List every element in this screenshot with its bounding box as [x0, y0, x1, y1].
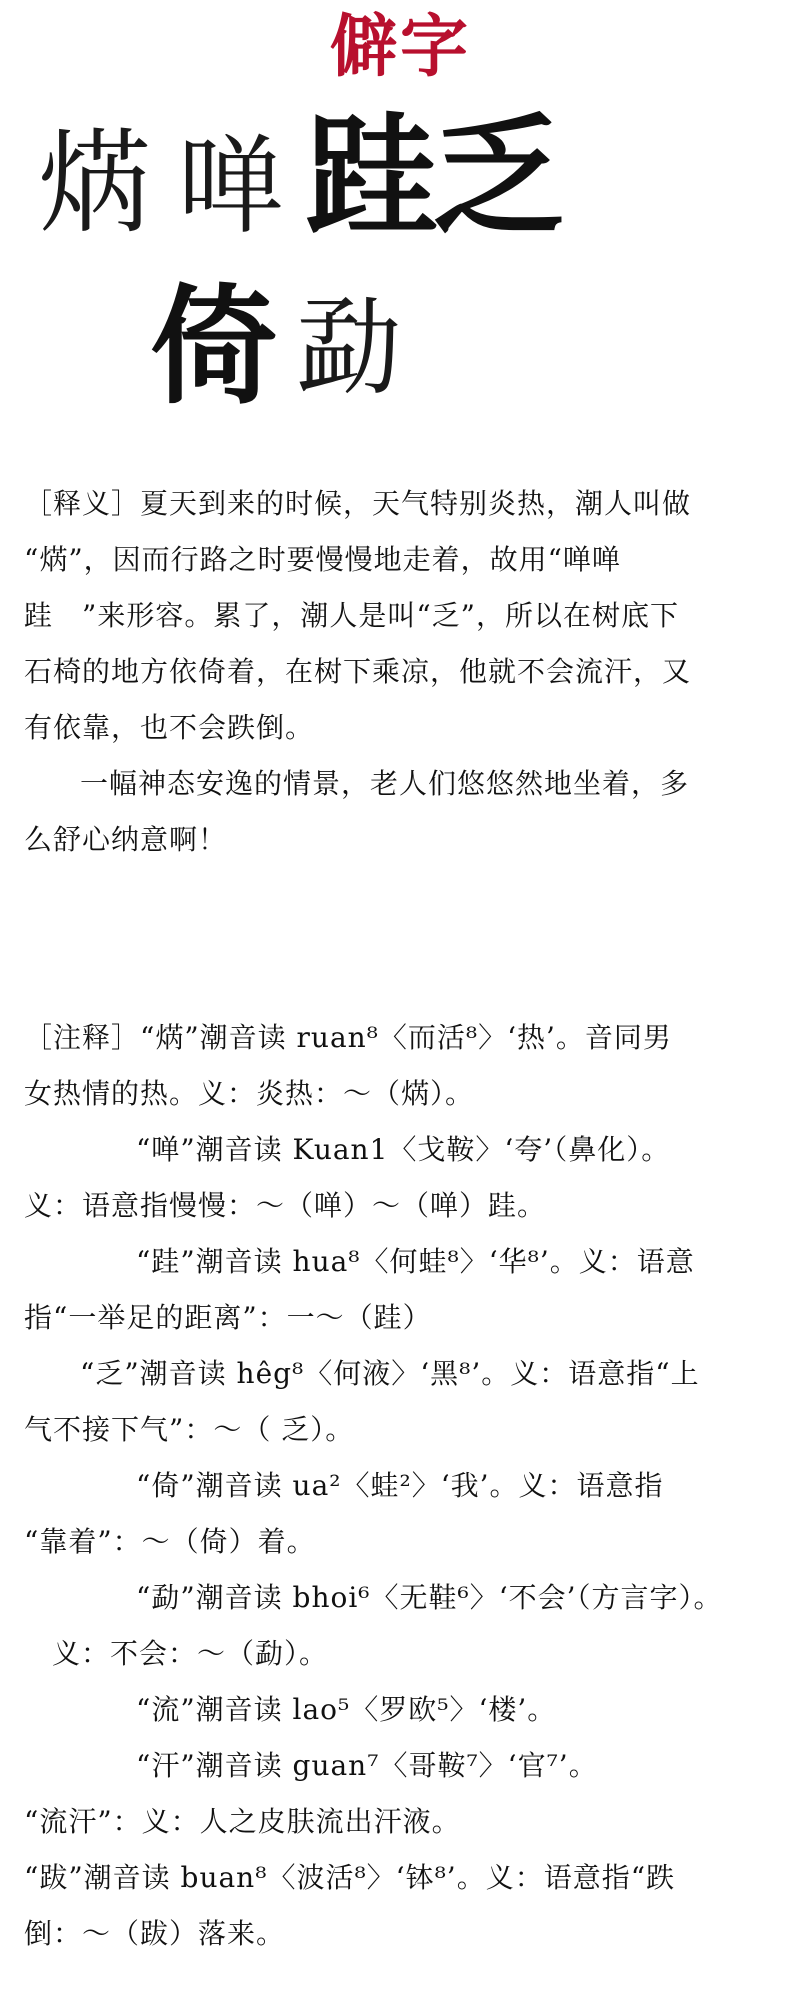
note-line: “倚”潮音读 ua²〈蛙²〉‘我’。义：语意指 [136, 1469, 664, 1502]
glyph-fa: 乏 [432, 101, 564, 255]
note-line: “流”潮音读 lao⁵〈罗欧⁵〉‘楼’。 [136, 1693, 557, 1726]
glyph-meng: 勐 [296, 287, 402, 410]
page-title: 僻字 [329, 8, 470, 87]
note-line: “跬”潮音读 hua⁸〈何蛙⁸〉‘华⁸’。义：语意 [136, 1245, 695, 1278]
explain-line: ［释义］夏天到来的时候，天气特别炎热，潮人叫做 [24, 487, 692, 520]
explain-line: 跬 ”来形容。累了，潮人是叫“乏”，所以在树底下 [24, 599, 679, 632]
glyph-kui: 跬 [306, 101, 438, 255]
explanation-section [24, 476, 780, 868]
note-line: “汗”潮音读 guan⁷〈哥鞍⁷〉‘官⁷’。 [136, 1749, 598, 1782]
glyph-ruo: 焫 [38, 119, 150, 249]
note-line: 倒：～（跋）落来。 [24, 1917, 286, 1950]
note-line: 气不接下气”：～（ 乏）。 [24, 1413, 355, 1446]
note-line: 义：不会：～（勐）。 [52, 1637, 329, 1670]
glyph-chan: 啴 [178, 125, 284, 248]
note-line: “跋”潮音读 buan⁸〈波活⁸〉‘钵⁸’。义：语意指“跌 [24, 1861, 676, 1894]
glyph-yi: 倚 [150, 273, 279, 422]
explain-line: “焫”，因而行路之时要慢慢地走着，故用“啴啴 [24, 543, 621, 576]
explain-line: 有依靠，也不会跌倒。 [24, 711, 315, 744]
note-line: “流汗”：义：人之皮肤流出汗液。 [24, 1805, 461, 1838]
explain-line: 一幅神态安逸的情景，老人们悠悠然地坐着，多 [80, 767, 690, 800]
note-line: 指“一举足的距离”：一～（跬） [24, 1301, 432, 1334]
note-line: ［注释］“焫”潮音读 ruan⁸〈而活⁸〉‘热’。音同男 [24, 1021, 672, 1054]
explain-line: 么舒心纳意啊！ [24, 823, 228, 856]
note-line: “靠着”：～（倚）着。 [24, 1525, 316, 1558]
notes-section [24, 1010, 780, 1962]
note-line: “啴”潮音读 Kuan1〈戈鞍〉‘夸’（鼻化）。 [136, 1133, 671, 1166]
note-line: “勐”潮音读 bhoi⁶〈无鞋⁶〉‘不会’（方言字）。 [136, 1581, 723, 1614]
note-line: 义：语意指慢慢：～（啴）～（啴）跬。 [24, 1189, 547, 1222]
explain-line: 石椅的地方依倚着，在树下乘凉，他就不会流汗，又 [24, 655, 692, 688]
note-line: “乏”潮音读 hêg⁸〈何液〉‘黑⁸’。义：语意指“上 [80, 1357, 700, 1390]
note-line: 女热情的热。义：炎热：～（焫）。 [24, 1077, 475, 1110]
